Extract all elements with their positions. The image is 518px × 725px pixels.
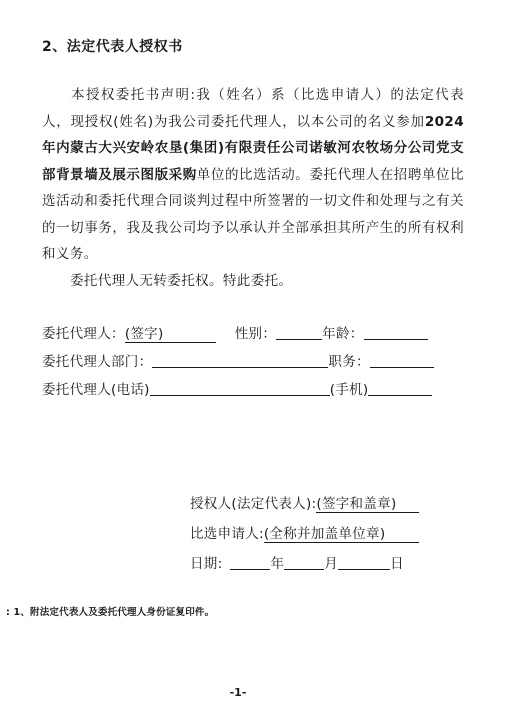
- authorization-statement: [42, 82, 464, 268]
- year-label: 年: [270, 556, 285, 572]
- applicant-seal-field: [264, 526, 420, 543]
- month-label: 月: [324, 556, 339, 572]
- no-delegation-statement: [42, 268, 464, 295]
- applicant-label: 比选申请人:: [190, 526, 264, 542]
- date-label: 日期:: [190, 556, 223, 572]
- agent-contact-row: [42, 378, 432, 398]
- day-label: 日: [390, 556, 404, 572]
- agent-sign-hint: (签字): [124, 326, 164, 342]
- section-heading: 2、法定代表人授权书: [42, 39, 183, 55]
- agent-info-row: [42, 322, 428, 342]
- agent-dept-row: [42, 350, 434, 370]
- legal-rep-signature-row: [190, 492, 419, 512]
- footnote: : 1、附法定代表人及委托代理人身份证复印件。: [6, 607, 215, 618]
- no-delegation-text: 委托代理人无转委托权。特此委托。: [70, 273, 293, 289]
- applicant-row: [190, 522, 419, 542]
- position-field: [370, 353, 434, 368]
- mobile-label: (手机): [329, 382, 369, 398]
- mobile-field: [368, 381, 432, 396]
- applicant-hint: (全称并加盖单位章): [263, 526, 386, 542]
- age-field: [364, 325, 428, 340]
- age-label: 年龄：: [322, 326, 364, 342]
- month-field: [284, 555, 324, 570]
- project-name: 2024年内蒙古大兴安岭农垦(集团)有限责任公司诺敏河农牧场分公司党支部背景墙及展示图版采购: [42, 113, 464, 183]
- year-field: [230, 555, 270, 570]
- legal-rep-sign-field: [316, 496, 418, 513]
- agent-label: 委托代理人：: [42, 326, 125, 342]
- dept-label: 委托代理人部门：: [42, 354, 153, 370]
- agent-sign-field: [125, 326, 216, 343]
- legal-rep-label: 授权人(法定代表人):: [190, 496, 317, 512]
- phone-field: [150, 381, 330, 396]
- dept-field: [152, 353, 328, 368]
- gender-label: 性别：: [234, 326, 277, 342]
- date-row: [190, 552, 404, 572]
- statement-start: 本授权委托书声明:我（姓名）系（比选申请人）的法定代表人，现授权(姓名)为我公司委托代理人，以本公司的名义参加: [42, 87, 464, 130]
- page-number: -1-: [229, 686, 247, 699]
- legal-rep-hint: (签字和盖章): [316, 496, 397, 512]
- day-field: [338, 555, 390, 570]
- gender-field: [276, 325, 322, 340]
- statement-end: 单位的比选活动。委托代理人在招聘单位比选活动和委托代理合同谈判过程中所签署的一切文件和处理与之有关的一切事务，我及我公司均予以承认并全部承担其所产生的所有权利和义务。: [42, 166, 464, 262]
- phone-label: 委托代理人(电话): [42, 382, 150, 398]
- position-label: 职务：: [328, 354, 370, 370]
